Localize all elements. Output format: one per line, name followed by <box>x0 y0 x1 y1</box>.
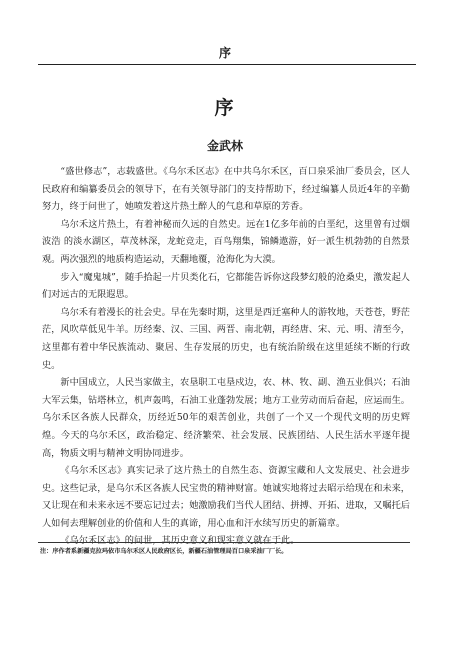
footnote: 注：序作者系新疆克拉玛依市乌尔禾区人民政府区长，新疆石油管理局百口泉采油厂厂长。 <box>40 548 288 555</box>
footnote-divider <box>38 542 410 543</box>
preface-body <box>42 163 410 550</box>
paragraph: 乌尔禾这片热土，有着神秘而久远的自然史。远在1亿多年前的白垩纪，这里曾有过烟波浩 的淡水湖区，草茂林深，龙蛇竞走，百鸟翔集，锦鳞遨游，好一派生机勃勃的自然景观。两次强烈的地质构造运动，天翻地覆，沧海化为大漠。 <box>42 218 410 265</box>
paragraph: 《乌尔禾区志》真实记录了这片热土的自然生态、资源宝藏和人文发展史、社会进步史。这些记录，是乌尔禾区各族人民宝贵的精神财富。她诚实地将过去昭示给现在和未来，又让现在和未来永远不要忘记过去；她激励我们当代人团结、拼搏、开拓、进取，又嘱托后人如何去理解创业的价值和人生的真谛，用心血和汗水续写历史的新篇章。 <box>42 465 410 529</box>
paragraph: 新中国成立，人民当家做主，农垦职工屯垦戍边，农、林、牧、副、渔五业俱兴；石油大军云集，钻塔林立，机声轰鸣，石油工业蓬勃发展；地方工业劳动而后奋起，应运而生。乌尔禾区各族人民群众，历经近50年的艰苦创业，共创了一个又一个现代文明的历史辉煌。今天的乌尔禾区，政治稳定、经济繁荣、社会发展、民族团结、人民生活水平逐年提高，物质文明与精神文明协同进步。 <box>42 377 410 459</box>
paragraph: 乌尔禾有着漫长的社会史。早在先秦时期，这里是西迁塞种人的游牧地，天苍苍，野茫茫，风吹草低见牛羊。历经秦、汉、三国、两晋、南北朝，再经唐、宋、元、明、清至今，这里都有着中华民族流动、聚居、生存发展的历史，也有统治阶级在这里延续不断的行政史。 <box>42 306 410 371</box>
page-title: 序 <box>214 97 236 119</box>
running-head: 序 <box>218 46 231 60</box>
author-name: 金武林 <box>206 139 243 153</box>
paragraph: “盛世修志”，志载盛世。《乌尔禾区志》在中共乌尔禾区，百口泉采油厂委员会，区人民政府和编纂委员会的领导下，在有关领导部门的支持帮助下，经过编纂人员近4年的辛勤努力，终于问世了，她喷发着这片热土醉人的气息和草原的芳香。 <box>42 166 410 213</box>
header-divider <box>38 64 416 65</box>
paragraph: 步入“魔鬼城”，随手拾起一片贝类化石，它都能告诉你这段梦幻般的沧桑史，激发起人们对远古的无限遐思。 <box>42 271 410 301</box>
paragraph: 《乌尔禾区志》的问世，其历史意义和现实意义就在于此。 <box>60 535 300 547</box>
